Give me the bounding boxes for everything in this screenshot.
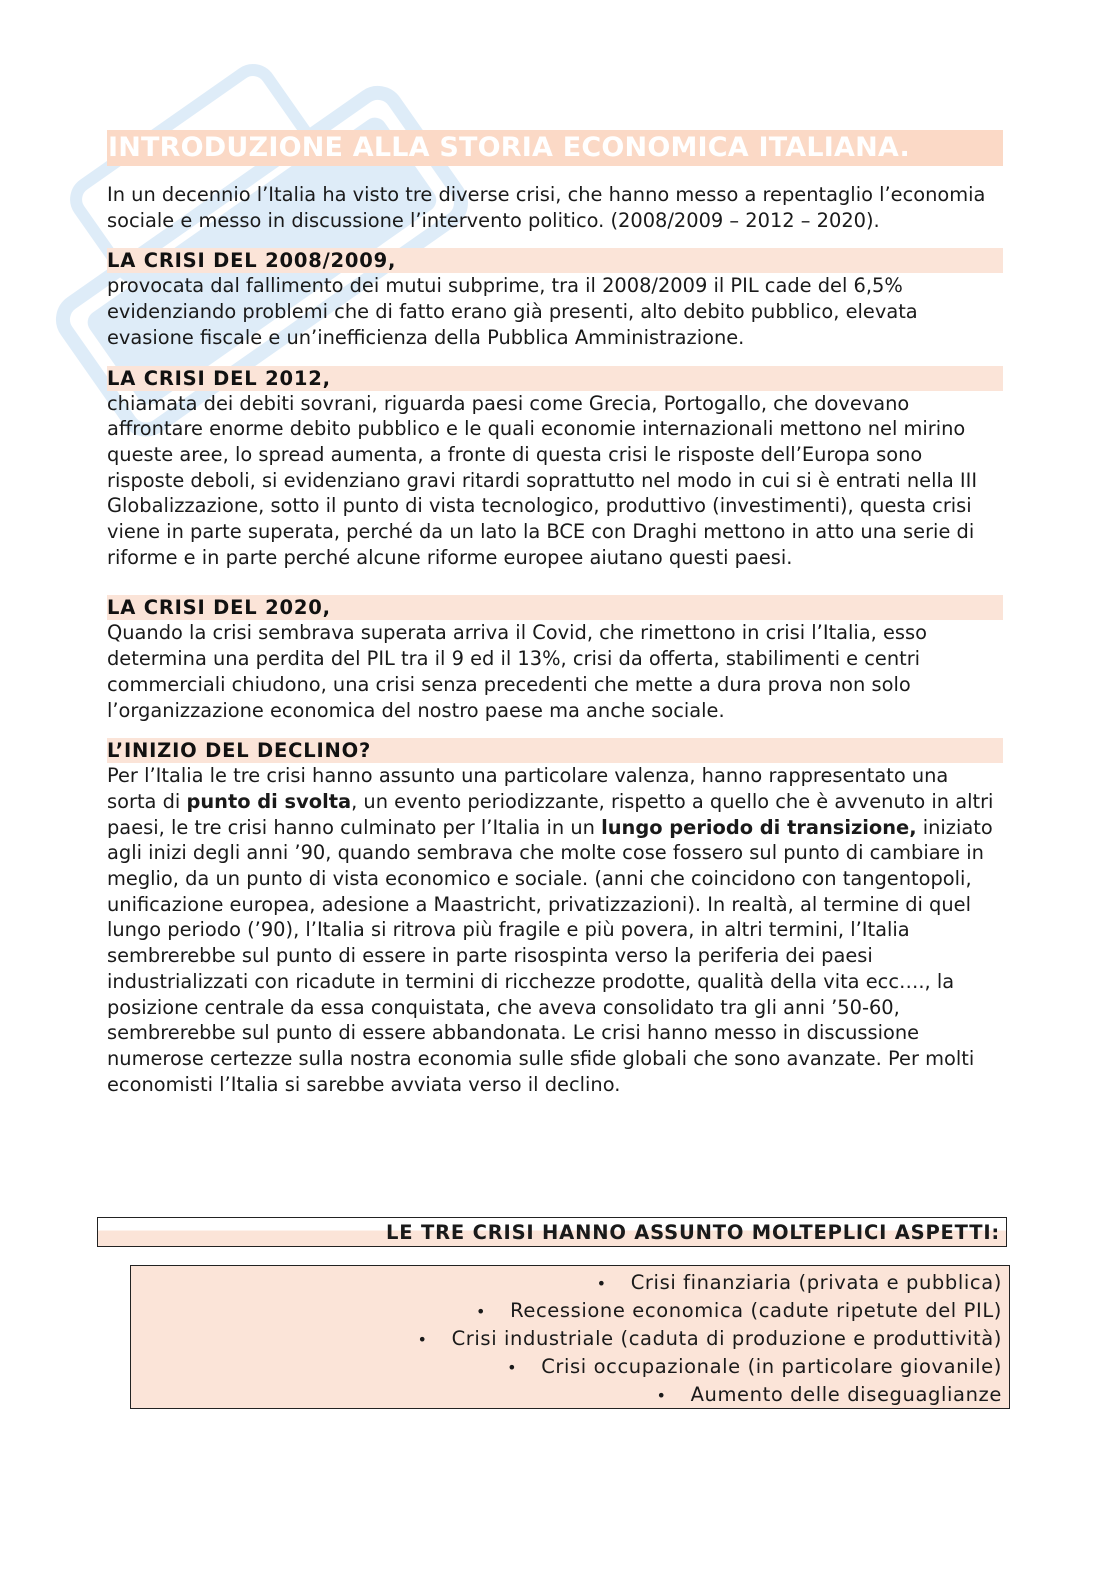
document-page [107,130,1003,1097]
section-body [107,763,1003,1097]
list-item [131,1381,1002,1409]
section-heading: LA CRISI DEL 2008/2009, [107,248,1003,273]
section-heading: LA CRISI DEL 2012, [107,366,1003,391]
section-crisis-2008 [107,248,1003,350]
section-heading: L’INIZIO DEL DECLINO? [107,738,1003,763]
list-item [131,1269,1002,1297]
aspects-box-heading: LE TRE CRISI HANNO ASSUNTO MOLTEPLICI ASPETTI: [97,1217,1007,1247]
list-item-text: Crisi finanziaria (privata e pubblica) [630,1271,1002,1294]
aspects-list [130,1265,1010,1409]
bullet-icon: • [507,1358,518,1377]
bold-phrase: punto di svolta [186,789,352,813]
bold-phrase: lungo periodo di transizione, [601,815,917,839]
list-item-text: Crisi industriale (caduta di produzione e produttività) [451,1327,1002,1350]
list-item [131,1297,1002,1325]
list-item-text: Crisi occupazionale (in particolare giovanile) [541,1355,1002,1378]
section-body: Quando la crisi sembrava superata arriva il Covid, che rimettono in crisi l’Italia, esso determina una perdita del PIL tra il 9 ed il 13%, crisi da offerta, stabilimenti e centri commerciali chiudono, una crisi senza precedenti che mette a dura prova non solo l’organizzazione economica del nostro paese ma anche sociale. [107,621,928,722]
body-text: , un evento periodizzante, rispetto a quello che è avvenuto in altri paesi, le tre crisi hanno culminato per l’Italia in un [107,789,994,839]
section-body: chiamata dei debiti sovrani, riguarda paesi come Grecia, Portogallo, che dovevano affrontare enorme debito pubblico e le quali economie internazionali mettono nel mirino queste aree, lo spread aumenta, a fronte di questa crisi le risposte dell’Europa sono risposte deboli, si evidenziano gravi ritardi soprattutto nel modo in cui si è entrati nella III Globalizzazione, sotto il punto di vista tecnologico, produttivo (investimenti), questa crisi viene in parte superata, perché da un lato la BCE con Draghi mettono in atto una serie di riforme e in parte perché alcune riforme europee aiutano questi paesi. [107,391,978,569]
section-decline [107,738,1003,1097]
bullet-icon: • [656,1386,667,1405]
bullet-icon: • [596,1274,607,1293]
intro-paragraph: In un decennio l’Italia ha visto tre diverse crisi, che hanno messo a repentaglio l’economia sociale e messo in discussione l’intervento politico. (2008/2009 – 2012 – 2020). [107,183,986,232]
bullet-icon: • [417,1330,428,1349]
list-item [131,1325,1002,1353]
body-text: iniziato agli inizi degli anni ’90, quando sembrava che molte cose fossero sul punto di cambiare in meglio, da un punto di vista economico e sociale. (anni che coincidono con tangentopoli, unificazione europea, adesione a Maastricht, privatizzazioni). In realtà, al termine di quel lungo periodo (’90), l’Italia si ritrova più fragile e più povera, in altri termini, l’Italia sembrerebbe sul punto di essere in parte risospinta verso la periferia dei paesi industrializzati con ricadute in termini di ricchezze prodotte, qualità della vita ecc…., la posizione centrale da essa conquistata, che aveva consolidato tra gli anni ’50-60, sembrerebbe sul punto di essere abbandonata. Le crisi hanno messo in discussione numerose certezze sulla nostra economia sulle sfide globali che sono avanzate. Per molti economisti l’Italia si sarebbe avviata verso il declino. [107,815,993,1096]
section-heading: LA CRISI DEL 2020, [107,595,1003,620]
section-crisis-2012 [107,366,1003,571]
document-title: INTRODUZIONE ALLA STORIA ECONOMICA ITALIANA. [107,130,1003,166]
bullet-icon: • [476,1302,487,1321]
section-body: provocata dal fallimento dei mutui subprime, tra il 2008/2009 il PIL cade del 6,5% evidenziando problemi che di fatto erano già presenti, alto debito pubblico, elevata evasione fiscale e un’inefficienza della Pubblica Amministrazione. [107,274,918,349]
body-text: Per l’Italia le tre crisi hanno assunto una particolare valenza, hanno rappresentato una sorta di [107,764,949,813]
list-item-text: Aumento delle diseguaglianze [690,1383,1002,1406]
list-item-text: Recessione economica (cadute ripetute del PIL) [510,1299,1002,1322]
list-item [131,1353,1002,1381]
section-crisis-2020 [107,595,1003,723]
